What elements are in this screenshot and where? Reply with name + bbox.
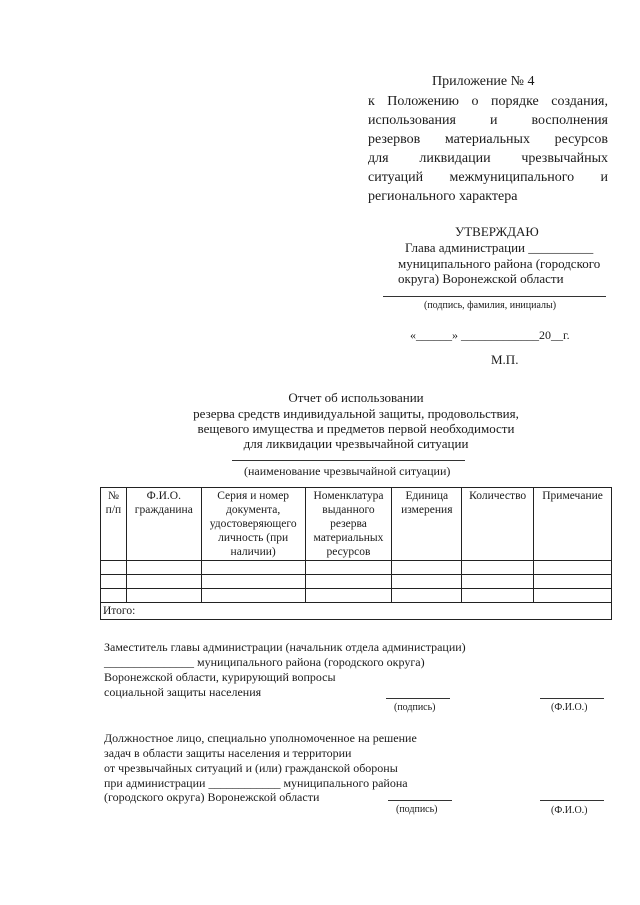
approve-line-2: муниципального района (городского <box>398 256 601 271</box>
signoff1-sign-caption: (подпись) <box>394 702 436 713</box>
report-title-line-2: резерва средств индивидуальной защиты, продовольствия, <box>193 406 519 421</box>
approve-date-line: «______» _____________20__г. <box>410 328 570 342</box>
report-title-line-1: Отчет об использовании <box>288 390 424 405</box>
signoff2-line-3: от чрезвычайных ситуаций и (или) гражданской обороны <box>104 761 398 775</box>
signoff1-line-2: _______________ муниципального района (городского округа) <box>104 655 425 669</box>
signoff2-fio-caption: (Ф.И.О.) <box>551 805 588 816</box>
annex-line-2: использования и восполнения <box>368 113 608 128</box>
signoff1-line-4: социальной защиты населения <box>104 685 262 699</box>
emergency-name-line <box>232 460 465 461</box>
approve-line-3: округа) Воронежской области <box>398 271 564 286</box>
table-row <box>101 589 612 603</box>
table-total-row <box>101 603 612 620</box>
col-document: Серия и номер документа, удостоверяющего личность (при наличии) <box>201 488 305 561</box>
annex-line-6: регионального характера <box>368 189 518 204</box>
col-nomenclature: Номенклатура выданного резерва материальных ресурсов <box>305 488 392 561</box>
signoff2-sign-caption: (подпись) <box>396 804 438 815</box>
signoff2-line-4: при администрации ____________ муниципального района <box>104 776 408 790</box>
signoff1-fio-caption: (Ф.И.О.) <box>551 702 588 713</box>
col-note: Примечание <box>534 488 612 561</box>
annex-title: Приложение № 4 <box>432 74 535 89</box>
col-unit: Единица измерения <box>392 488 462 561</box>
report-title-line-4: для ликвидации чрезвычайной ситуации <box>243 436 469 451</box>
table-row <box>101 561 612 575</box>
col-quantity: Количество <box>462 488 534 561</box>
signoff2-line-1: Должностное лицо, специально уполномоченное на решение <box>104 731 417 745</box>
signoff1-signature-line <box>386 698 450 699</box>
signoff1-line-1: Заместитель главы администрации (начальник отдела администрации) <box>104 640 466 654</box>
table-header-row <box>101 488 612 561</box>
table-row <box>101 575 612 589</box>
signoff2-line-2: задач в области защиты населения и территории <box>104 746 352 760</box>
report-title-line-3: вещевого имущества и предметов первой необходимости <box>197 421 515 436</box>
report-table <box>100 487 612 620</box>
signoff2-line-5: (городского округа) Воронежской области <box>104 790 320 804</box>
annex-line-5: ситуаций межмуниципального и <box>368 170 608 185</box>
annex-line-1: к Положению о порядке создания, <box>368 94 608 109</box>
signoff2-fio-line <box>540 800 604 801</box>
col-fio: Ф.И.О. гражданина <box>126 488 201 561</box>
emergency-name-caption: (наименование чрезвычайной ситуации) <box>244 464 451 478</box>
approve-sign-caption: (подпись, фамилия, инициалы) <box>424 300 557 311</box>
signoff2-signature-line <box>388 800 452 801</box>
approve-signature-line <box>383 296 606 297</box>
seal-mark: М.П. <box>491 352 519 367</box>
total-label: Итого: <box>101 603 612 620</box>
approve-line-1: Глава администрации __________ <box>405 240 594 255</box>
annex-line-3: резервов материальных ресурсов <box>368 132 608 147</box>
col-number: № п/п <box>101 488 127 561</box>
signoff1-fio-line <box>540 698 604 699</box>
signoff1-line-3: Воронежской области, курирующий вопросы <box>104 670 336 684</box>
annex-line-4: для ликвидации чрезвычайных <box>368 151 608 166</box>
approve-heading: УТВЕРЖДАЮ <box>455 224 539 239</box>
annex-text <box>368 92 608 206</box>
